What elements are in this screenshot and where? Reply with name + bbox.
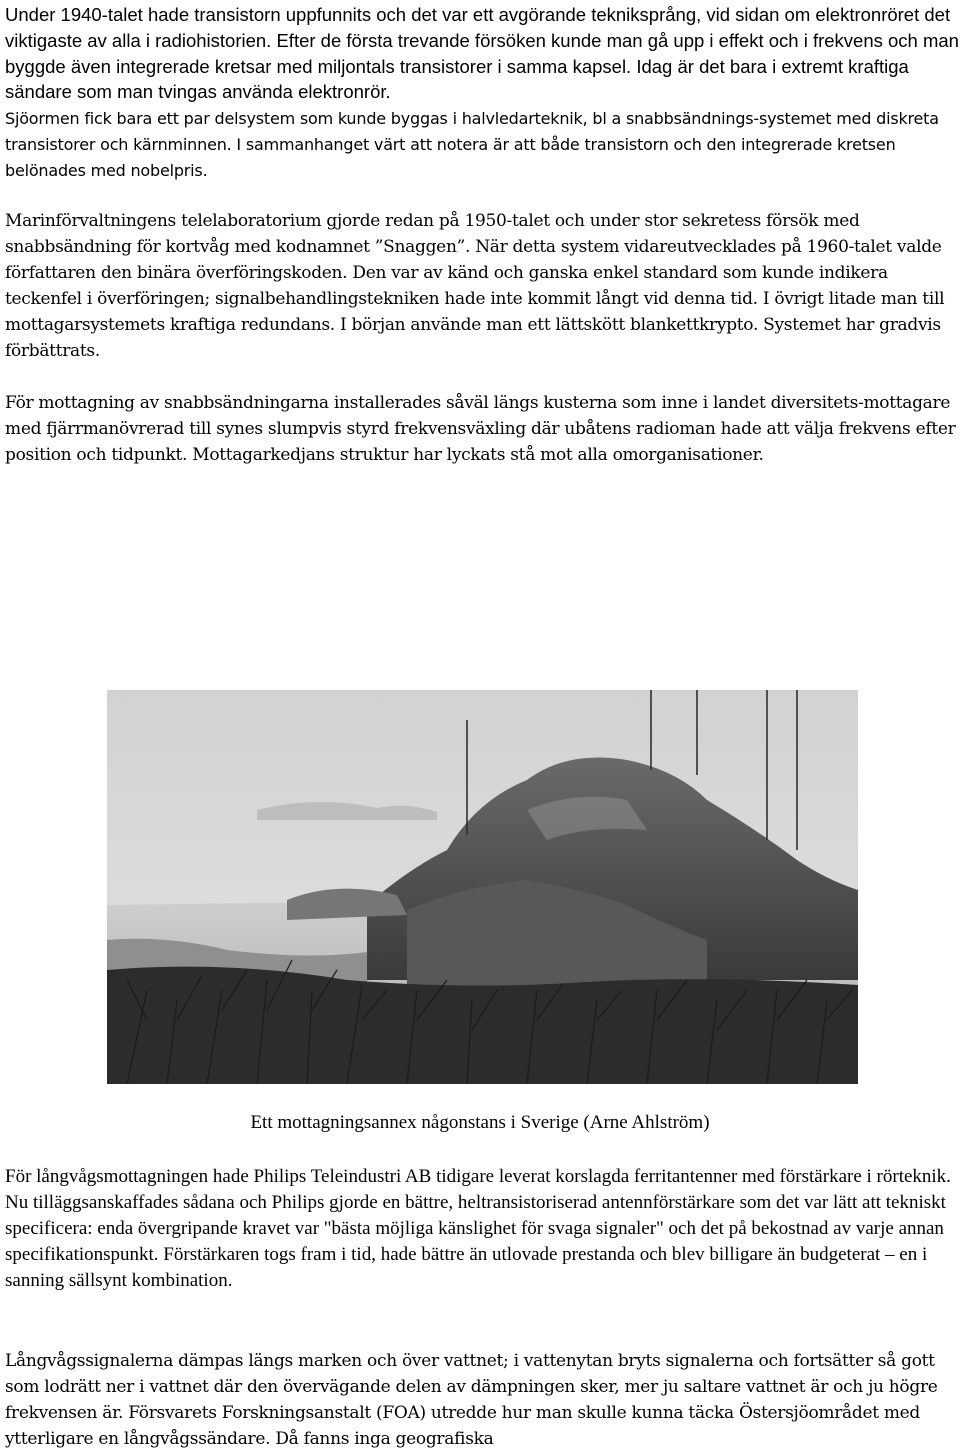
paragraph-sjoormen: Sjöormen fick bara ett par delsystem som kunde byggas i halvledarteknik, bl a snabbsändnings-systemet med diskreta transistorer och kärnminnen. I sammanhanget värt att notera är att både transistorn och den integrerade kretsen belönades med nobelpris. xyxy=(5,109,939,180)
coastal-antenna-photo xyxy=(107,690,858,1084)
coastal-antenna-photo-drawing xyxy=(107,690,858,1084)
paragraph-transistor-history: Under 1940-talet hade transistorn uppfunnits och det var ett avgörande tekniksprång, vid sidan om elektronröret det viktigaste av alla i radiohistorien. Efter de första trevande försöken kunde man gå upp i effekt och i frekvens och man byggde även integrerade kretsar med miljontals transistorer i samma kapsel. Idag är det bara i extremt kraftiga sändare som man tvingas använda elektronrör. xyxy=(5,4,959,103)
paragraph-snaggen: Marinförvaltningens telelaboratorium gjorde redan på 1950-talet och under stor sekretess försök med snabbsändning för kortvåg med kodnamnet ”Snaggen”. När detta system vidareutvecklades på 1960-talet valde författaren den binära överföringskoden. Den var av känd och ganska enkel standard som kunde indikera teckenfel i överföringen; signalbehandlingstekniken hade inte kommit långt vid denna tid. I övrigt litade man till mottagarsystemets kraftiga redundans. I början använde man ett lättskött blankettkrypto. Systemet har gradvis förbättrats. xyxy=(5,211,945,361)
figure-caption: Ett mottagningsannex någonstans i Sverige (Arne Ahlström) xyxy=(250,1112,710,1133)
paragraph-reception: För mottagning av snabbsändningarna installerades såväl längs kusterna som inne i landet diversitets-mottagare med fjärrmanövrerad till synes slumpvis styrd frekvensväxling där ubåtens radioman hade att välja frekvens efter position och tidpunkt. Mottagarkedjans struktur har lyckats stå mot alla omorganisationer. xyxy=(5,393,956,465)
paragraph-longwave-signals: Långvågssignalerna dämpas längs marken och över vattnet; i vattenytan bryts signalerna och fortsätter så gott som lodrätt ner i vattnet där den övervägande delen av dämpningen sker, mer ju saltare vattnet är och ju högre frekvensen är. Försvarets Forskningsanstalt (FOA) utredde hur man skulle kunna täcka Östersjöområdet med ytterligare en långvågssändare. Då fanns inga geografiska xyxy=(5,1351,938,1449)
paragraph-longwave-reception: För långvågsmottagningen hade Philips Teleindustri AB tidigare leverat korslagda ferritantenner med förstärkare i rörteknik. Nu tilläggsanskaffades sådana och Philips gjorde en bättre, heltransistoriserad antennförstärkare som det var lätt att tekniskt specificera: enda övergripande kravet var "bästa möjliga känslighet för svaga signaler" och det på bekostnad av varje annan specifikationspunkt. Förstärkaren togs fram i tid, hade bättre än utlovade prestanda och blev billigare än budgeterat – en i sanning sällsynt kombination. xyxy=(5,1166,951,1291)
